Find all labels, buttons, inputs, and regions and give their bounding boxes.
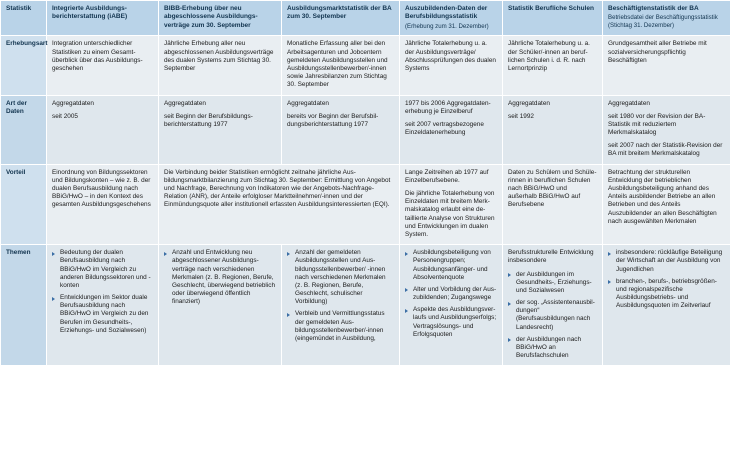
cell-paragraph: Jährliche Totalerhebung u. a. der Ausbildungsverträge/ Abschlussprüfungen des dualen Systems [405,40,496,72]
cell-paragraph: Jährliche Totalerhebung u. a. der Schüler/-innen an beruflichen Schulen i. d. R. nach Lernortprinzip [508,40,590,72]
table-cell [47,245,159,366]
cell-paragraph: Aggregatdaten [608,99,650,107]
bullet-text: Anzahl und Entwicklung neu abgeschlossener Ausbildungsverträge nach verschiedenen Merkmalen (z. B. Regionen, Berufe, Geschlecht, überwiegend betrieblich oder überwiegend öffentlich finanziert) [172,249,276,306]
cell-bullet-list [52,249,153,335]
column-header-title: Auszubildenden-Daten der Berufsbildungsstatistik [405,5,488,21]
table-cell [400,245,503,366]
table-cell [503,95,603,164]
bullet-item [287,249,394,306]
cell-paragraph: seit 1980 vor der Revision der BA-Statistik mit reduziertem Merkmalskatalog [608,112,706,137]
column-header-title: Integrierte Ausbildungs-berichterstattung (iABE) [52,5,128,21]
cell-paragraph: Grundgesamtheit aller Betriebe mit sozialversicherungspflichtig Beschäftigten [608,40,707,64]
bullet-item [405,306,497,339]
cell-bullet-list [164,249,276,306]
bullet-text: Verbleib und Vermittlungsstatus der gemeldeten Ausbildungsstellenbewerber/-innen (eingemündet in Ausbildung, [295,310,385,343]
table-cell [400,164,503,245]
bullet-item [508,336,597,361]
cell-bullet-list [508,271,597,361]
table-cell [159,245,282,366]
table-cell [47,36,159,95]
column-header-berufsbildungsstatistik [400,1,503,36]
bullet-text: Anzahl der gemeldeten Ausbildungsstellen und Ausbildungsstellenbewerber/ -innen nach verschiedenen Merkmalen (z. B. Regionen, Berufe, Geschlecht, schulischer Vorbildung) [295,249,386,306]
cell-paragraph: 1977 bis 2006 Aggregatdatenerhebung je Einzelberuf [405,99,491,115]
table-row [1,164,730,245]
table-cell [603,164,730,245]
row-header-2: Art der Daten [1,95,47,164]
column-header-subtitle: Betriebsdatei der Beschäftigungsstatistik (Stichtag 31. Dezember) [608,14,718,30]
column-header-berufliche-schulen [503,1,603,36]
cell-paragraph: Einordnung von Bildungssektoren und Bildungskonten – wie z. B. der dualen Berufsausbildung nach BBiG/HwO – in den Kontext des gesamten Ausbildungsgeschehens [52,168,151,209]
table-cell [47,95,159,164]
bullet-text: Bedeutung der dualen Berufsausbildung nach BBiG/HwO im Vergleich zu anderen Bildungssektoren und -konten [60,249,151,289]
cell-paragraph: Betrachtung der strukturellen Entwicklung der betrieblichen Ausbildungsbeteiligung anhand des Anteils ausbildender Betriebe an allen Betrieben und des Anteils Auszubildender an allen Beschäftigten nach ausgewählten Merkmalen [608,168,717,225]
cell-bullet-list [405,249,497,339]
table-cell [159,164,400,245]
table-cell [603,95,730,164]
table-cell [159,36,282,95]
column-header-ausbildungsmarktstatistik [282,1,400,36]
bullet-item [405,249,497,282]
column-header-title: Ausbildungsmarktstatistik der BA zum 30. September [287,5,392,21]
row-header-1: Erhebungsart [1,36,47,95]
table-cell [400,95,503,164]
bullet-text: der Ausbildungen im Gesundheits-, Erziehungs- und Sozialwesen [516,270,592,294]
bullet-item [405,286,497,302]
table-cell [47,164,159,245]
cell-paragraph: seit Beginn der Berufsbildungsberichterstattung 1977 [164,112,253,128]
column-header-beschaeftigtenstatistik [603,1,730,36]
cell-paragraph: Die jährliche Totalerhebung von Einzeldaten mit breitem Merkmalskatalog erlaubt eine detaillierte Analyse von Strukturen und Entwicklungen im dualen System. [405,190,495,238]
cell-paragraph: Integration unterschiedlicher Statistiken zu einem Gesamtüberblick über das Ausbildungsgeschehen [52,40,143,72]
cell-bullet-list [608,249,725,310]
cell-paragraph: seit 2007 nach der Statistik-Revision der BA mit breitem Merkmalskatalog [608,142,723,158]
table-cell [503,36,603,95]
table-cell [282,245,400,366]
bullet-item [508,271,597,296]
bullet-text: Ausbildungsbeteiligung von Personengruppen; Ausbildungsanfänger- und Absolventenquote [413,249,491,281]
table-cell [282,95,400,164]
bullet-text: Alter und Vorbildung der Auszubildenden; Zugangswege [413,285,497,302]
cell-paragraph: Aggregatdaten [164,99,206,107]
bullet-text: der Ausbildungen nach BBiG/HwO an Berufsfachschulen [516,335,582,360]
table-header-row [1,1,730,36]
bullet-text: Aspekte des Ausbildungsverlaufs und Ausbildungserfolgs; Vertragslösungs- und Erfolgsquoten [413,306,497,338]
bullet-text: branchen-, berufs-, betriebsgrößen- und regionalspezifische Ausbildungsbetriebs- und Ausbildungsquoten im Zeitverlauf [616,277,717,310]
cell-paragraph: Lange Zeitreihen ab 1977 auf Einzelberufsebene. [405,168,489,184]
table-cell [503,164,603,245]
column-header-title: Statistik Berufliche Schulen [508,5,594,12]
cell-paragraph: bereits vor Beginn der Berufsbildungsberichterstattung 1977 [287,112,379,128]
table-cell [282,36,400,95]
column-header-subtitle: (Erhebung zum 31. Dezember) [405,22,489,30]
cell-paragraph: Aggregatdaten [287,99,329,107]
column-header-title: Beschäftigtenstatistik der BA [608,5,699,12]
cell-paragraph: Berufsstrukturelle Entwicklung insbesondere [508,249,594,265]
bullet-item [164,249,276,306]
cell-paragraph: Aggregatdaten [52,99,94,107]
cell-paragraph: seit 2007 vertragsbezogene Einzeldatenerhebung [405,120,484,137]
column-header-bibb [159,1,282,36]
column-header-title: BIBB-Erhebung über neu abgeschlossene Ausbildungs-verträge zum 30. September [164,5,258,29]
column-header-title: Statistik [6,5,32,12]
row-header-3: Vorteil [1,164,47,245]
bullet-item [287,310,394,343]
bullet-item [608,278,725,311]
bullet-item [508,299,597,332]
cell-paragraph: Monatliche Erfassung aller bei den Arbeitsagenturen und Jobcentern gemeldeten Ausbildungsstellen und Ausbildungsstellenbewerber/-innen sowie Jahresbilanzen zum Stichtag 30. September [287,40,388,89]
bullet-text: Entwicklungen im Sektor duale Berufsausbildung nach BBiG/HwO im Vergleich zu den Berufen im Gesundheits-, Erziehungs- und Sozialwesen) [60,294,149,334]
bullet-item [52,249,153,290]
table-cell [159,95,282,164]
column-header-statistik [1,1,47,36]
table-body [1,36,730,366]
cell-paragraph: Aggregatdaten [508,99,550,107]
bullet-item [608,249,725,274]
bullet-item [52,294,153,335]
cell-paragraph: seit 1992 [508,112,534,120]
bullet-text: insbesondere: rückläufige Beteiligung der Wirtschaft an der Ausbildung von Jugendlichen [616,249,723,273]
table-row [1,36,730,95]
table-cell [400,36,503,95]
table-cell [603,245,730,366]
table-cell [503,245,603,366]
cell-paragraph: seit 2005 [52,112,78,120]
row-header-4: Themen [1,245,47,366]
table-row [1,245,730,366]
bullet-text: der sog. „Assistentenausbildungen“ (Berufsausbildungen nach Landesrecht) [516,299,595,331]
cell-paragraph: Jährliche Erhebung aller neu abgeschlossenen Ausbildungsverträge des dualen Systems zum Stichtag 30. September [164,40,274,72]
column-header-iabe [47,1,159,36]
cell-paragraph: Die Verbindung beider Statistiken ermöglicht zeitnahe jährliche Ausbildungsmarktbilanzierung zum Stichtag 30. September: Ermittlung von Angebot und Nachfrage, Berechnung von Indikatoren wie der Angebots-Nachfrage-Relation (ANR), der Anteile erfolgloser Marktteilnehmer/-innen und der Einmündungsquote aller institutionell erfassten Ausbildungsinteressierten (EQI). [164,168,391,209]
table-row [1,95,730,164]
table-cell [603,36,730,95]
cell-bullet-list [287,249,394,343]
cell-paragraph: Daten zu Schülern und Schülerinnen in beruflichen Schulen nach BBiG/HwO und außerhalb BBiG/HwO auf Berufsebene [508,168,597,209]
